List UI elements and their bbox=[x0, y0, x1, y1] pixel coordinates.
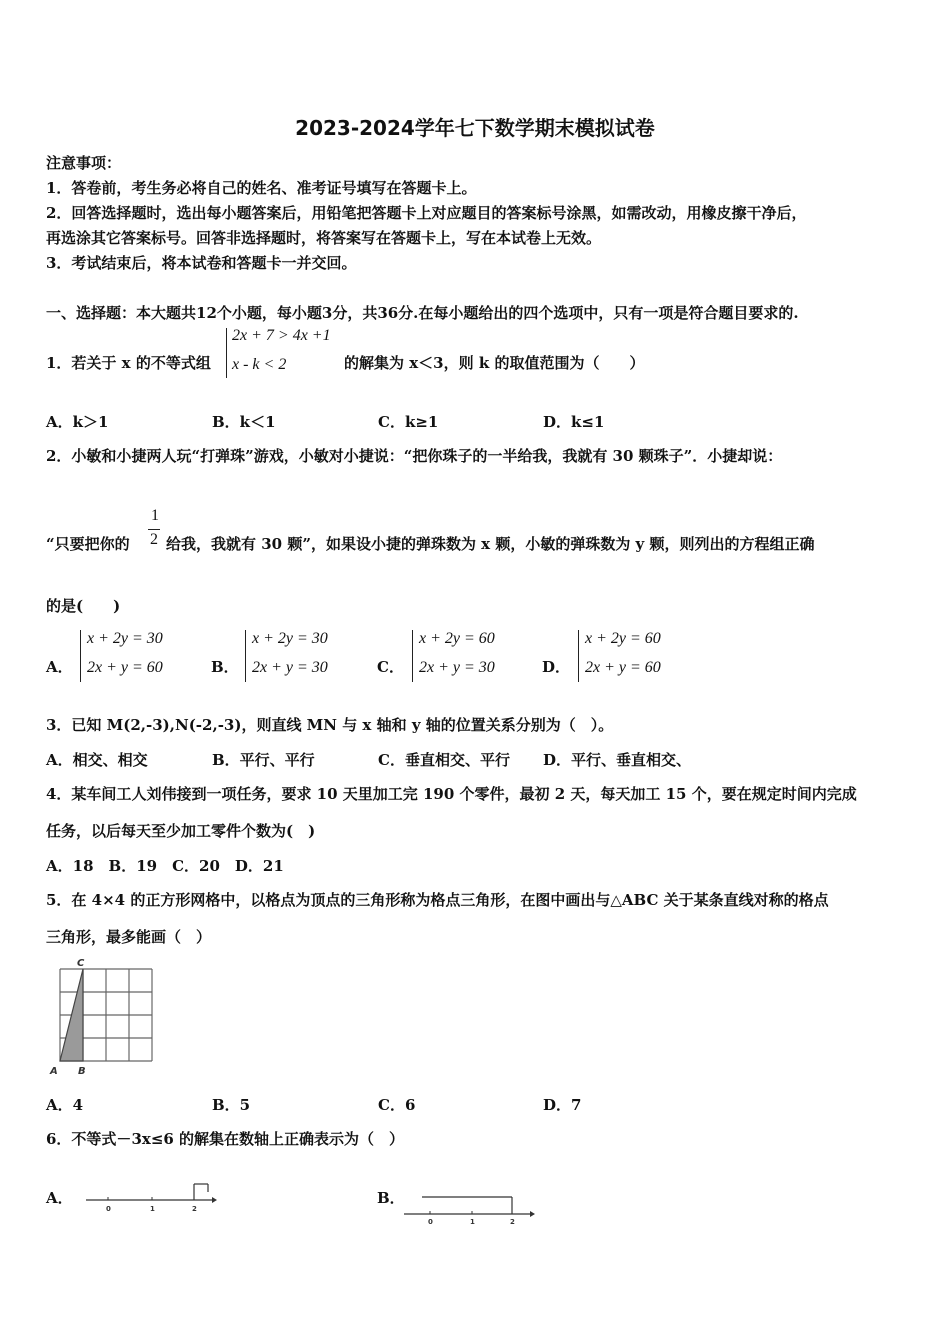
q2-option-c-eq1: x + 2y = 60 bbox=[419, 630, 495, 647]
q1-option-a[interactable]: A．k＞1 bbox=[46, 413, 109, 431]
q2-option-b-eq2: 2x + y = 30 bbox=[252, 659, 328, 676]
q2-option-d-brace bbox=[578, 630, 579, 682]
q2-option-a-eq1: x + 2y = 30 bbox=[87, 630, 163, 647]
q6-number-line-a bbox=[80, 1178, 220, 1214]
q2-line1: 2．小敏和小捷两人玩“打弹珠”游戏，小敏对小捷说：“把你珠子的一半给我，我就有 30 颗珠子”．小捷却说： bbox=[46, 447, 783, 465]
q2-option-d-eq2: 2x + y = 60 bbox=[585, 659, 661, 676]
q5-option-c[interactable]: C．6 bbox=[378, 1096, 416, 1114]
q6-option-a-label[interactable]: A． bbox=[46, 1189, 73, 1207]
tick-2: 2 bbox=[510, 1218, 515, 1226]
q3-option-d[interactable]: D．平行、垂直相交、 bbox=[543, 751, 692, 769]
q6-option-b-label[interactable]: B． bbox=[377, 1189, 405, 1207]
tick-0: 0 bbox=[106, 1205, 111, 1213]
q2-option-a-brace bbox=[80, 630, 81, 682]
tick-2: 2 bbox=[192, 1205, 197, 1213]
tick-1: 1 bbox=[150, 1205, 155, 1213]
q3-option-c[interactable]: C．垂直相交、平行 bbox=[378, 751, 510, 769]
q1-option-d[interactable]: D．k≤1 bbox=[543, 413, 605, 431]
section-heading: 一、选择题：本大题共12个小题，每小题3分，共36分.在每小题给出的四个选项中，只有一项是符合题目要求的. bbox=[46, 304, 799, 322]
notice-item: 2．回答选择题时，选出每小题答案后，用铅笔把答题卡上对应题目的答案标号涂黑，如需改动，用橡皮擦干净后， bbox=[46, 204, 807, 222]
q2-option-c-label[interactable]: C． bbox=[377, 658, 404, 676]
q2-option-c-brace bbox=[412, 630, 413, 682]
q5-line2: 三角形，最多能画（ ） bbox=[46, 928, 212, 946]
q2-option-c-eq2: 2x + y = 30 bbox=[419, 659, 495, 676]
q2-option-d-eq1: x + 2y = 60 bbox=[585, 630, 661, 647]
q5-line1: 5．在 4×4 的正方形网格中，以格点为顶点的三角形称为格点三角形，在图中画出与△ABC 关于某条直线对称的格点 bbox=[46, 891, 829, 909]
q2-option-b-label[interactable]: B． bbox=[211, 658, 239, 676]
notice-item: 1．答卷前，考生务必将自己的姓名、准考证号填写在答题卡上。 bbox=[46, 179, 477, 197]
q1-option-c[interactable]: C．k≥1 bbox=[378, 413, 439, 431]
label-a: A bbox=[50, 1066, 58, 1077]
q1-eq1: 2x + 7 > 4x +1 bbox=[232, 327, 331, 344]
q5-grid-figure bbox=[46, 955, 162, 1081]
q1-prefix: 1．若关于 x 的不等式组 bbox=[46, 354, 211, 372]
q3-option-b[interactable]: B．平行、平行 bbox=[212, 751, 315, 769]
q1-eq2: x - k < 2 bbox=[232, 356, 287, 373]
page-title: 2023-2024学年七下数学期末模拟试卷 bbox=[295, 116, 655, 140]
q2-option-d-label[interactable]: D． bbox=[542, 658, 571, 676]
label-c: C bbox=[77, 958, 85, 969]
q6-number-line-b bbox=[400, 1190, 540, 1226]
q3-stem: 3．已知 M(2,-3),N(-2,-3)，则直线 MN 与 x 轴和 y 轴的位置关系分别为（ ）。 bbox=[46, 716, 614, 734]
q5-option-d[interactable]: D．7 bbox=[543, 1096, 582, 1114]
q2-frac-bar bbox=[148, 529, 160, 530]
q2-frac-den: 2 bbox=[150, 531, 158, 548]
q2-frac-num: 1 bbox=[151, 507, 159, 524]
q4-line1: 4．某车间工人刘伟接到一项任务，要求 10 天里加工完 190 个零件，最初 2 天，每天加工 15 个，要在规定时间内完成 bbox=[46, 785, 857, 803]
q1-brace bbox=[226, 328, 227, 378]
q2-option-b-eq1: x + 2y = 30 bbox=[252, 630, 328, 647]
q2-line3: 的是( ) bbox=[46, 597, 121, 615]
q2-line2-pre: “只要把你的 bbox=[46, 535, 130, 553]
tick-0: 0 bbox=[428, 1218, 433, 1226]
notice-heading: 注意事项： bbox=[46, 154, 122, 172]
label-b: B bbox=[78, 1066, 86, 1077]
q4-line2: 任务，以后每天至少加工零件个数为( ) bbox=[46, 822, 316, 840]
q5-option-a[interactable]: A．4 bbox=[46, 1096, 84, 1114]
q2-option-a-label[interactable]: A． bbox=[46, 658, 73, 676]
q4-options[interactable]: A．18 B．19 C．20 D．21 bbox=[46, 857, 284, 875]
notice-item: 再选涂其它答案标号。回答非选择题时，将答案写在答题卡上，写在本试卷上无效。 bbox=[46, 229, 602, 247]
q2-option-b-brace bbox=[245, 630, 246, 682]
q2-option-a-eq2: 2x + y = 60 bbox=[87, 659, 163, 676]
notice-item: 3．考试结束后，将本试卷和答题卡一并交回。 bbox=[46, 254, 357, 272]
tick-1: 1 bbox=[470, 1218, 475, 1226]
q1-suffix: 的解集为 x＜3，则 k 的取值范围为（ ） bbox=[344, 354, 645, 372]
q6-stem: 6．不等式－3x≤6 的解集在数轴上正确表示为（ ） bbox=[46, 1130, 405, 1148]
q1-option-b[interactable]: B．k＜1 bbox=[212, 413, 276, 431]
q3-option-a[interactable]: A．相交、相交 bbox=[46, 751, 148, 769]
q5-option-b[interactable]: B．5 bbox=[212, 1096, 251, 1114]
q2-line2-post: 给我，我就有 30 颗”，如果设小捷的弹珠数为 x 颗，小敏的弹珠数为 y 颗，则列出的方程组正确 bbox=[166, 535, 815, 553]
